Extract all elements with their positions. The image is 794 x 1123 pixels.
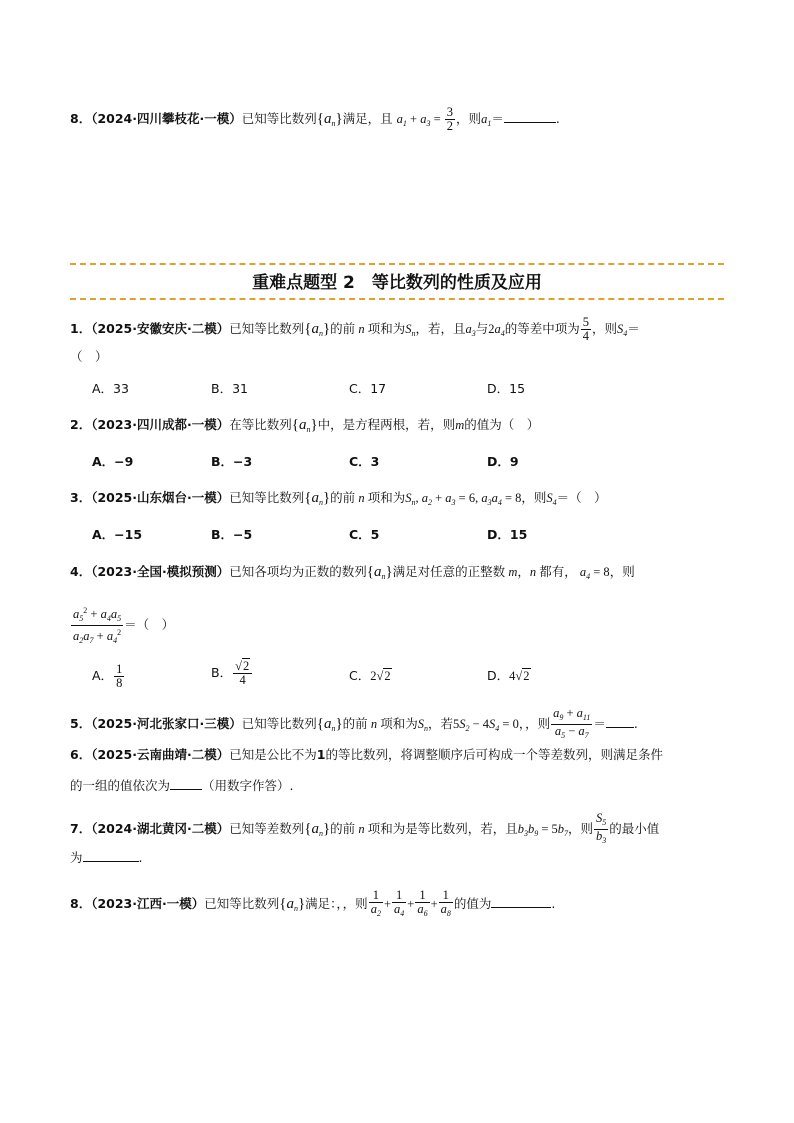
question-text: ，则 [456, 111, 482, 126]
question-5: 5．（2025·河北张家口·三模）已知等比数列$\{a_n\}$的前 n 项和为$S_n$，若$5S_2 - 4S_4 = 0$，，则 $\frac{a_9 + a_{11}}{a_5 - a_7}$ ＝ . [70, 706, 638, 740]
question-text: 已知等比数列 [229, 321, 305, 336]
equals-sign: ＝ [491, 111, 504, 126]
section-divider-bottom [70, 298, 724, 300]
option-b[interactable]: B．31 [211, 381, 248, 396]
question-text: ＝（ ） [124, 617, 175, 632]
question-text: 已知等差数列 [229, 821, 305, 836]
question-text: （用数字作答）. [202, 778, 294, 793]
question-3: 3．（2025·山东烟台·一模）已知等比数列$\{a_n\}$的前 n 项和为$S_n$, $a_2 + a_3 = 6$, $a_3a_4 = 8$，则$S_4=$（ ） [70, 490, 607, 507]
question-text: ，若 [427, 716, 453, 731]
question-text: 在等比数列 [229, 417, 292, 432]
question-source: （2025·山东烟台·一模） [91, 490, 230, 505]
question-7: 7．（2024·湖北黄冈·二模）已知等差数列$\{a_n\}$的前 n 项和为是等比数列，若，且$b_3b_9 = 5b_7$，则 $\frac{S_5}{b_3}$ 的最小值 [70, 811, 660, 845]
question-number: 5． [70, 716, 92, 731]
question-text: 已知等比数列 [241, 716, 317, 731]
answer-blank[interactable] [491, 895, 551, 908]
question-text: 都有， [539, 564, 577, 579]
fraction: $\frac{1}{a_4}$ [394, 888, 405, 918]
option-a[interactable]: A．−9 [92, 454, 134, 469]
question-text: ，则 [609, 564, 635, 579]
fraction: $\frac{S_5}{b_3}$ [596, 811, 607, 845]
section-title: 重难点题型 2 等比数列的性质及应用 [252, 273, 542, 293]
answer-blank[interactable] [504, 110, 556, 123]
question-number: 8． [70, 896, 92, 911]
question-8-top: 8．（2024·四川攀枝花·一模）已知等比数列$\{a_n\}$满足，且 $a_1 + a_3$ = $\frac{3}{2}$ ，则$a_1=$ . [70, 105, 560, 133]
question-6 [70, 746, 663, 764]
question-number: 8． [70, 111, 92, 126]
option-b[interactable]: B．−5 [211, 527, 253, 542]
question-text: 已知等比数列 [229, 490, 305, 505]
fraction: $\frac{a_5^2 + a_4a_5}{a_2a_7 + a_4^2}$ [73, 606, 122, 645]
math-expr: a [481, 112, 488, 126]
question-text: 的等差中项为 [504, 321, 580, 336]
option-d[interactable]: D．15 [487, 381, 526, 396]
option-c[interactable]: C．5 [349, 527, 380, 542]
option-d[interactable]: D．9 [487, 454, 519, 469]
question-text: 为 [70, 850, 83, 865]
fraction: $\frac{a_9 + a_{11}}{a_5 - a_7}$ [553, 706, 591, 740]
option-c[interactable]: C．17 [349, 381, 387, 396]
question-text: 与 [475, 321, 489, 336]
question-text: 已知是公比不为 [229, 747, 317, 762]
fraction: $\frac{1}{a_2}$ [370, 888, 381, 918]
question-text: 的前 [330, 490, 356, 505]
question-text: 已知各项均为正数的数列 [229, 564, 367, 579]
question-text: 的前 [330, 321, 356, 336]
question-number: 2． [70, 417, 92, 432]
question-8: 8．（2023·江西·一模）已知等比数列$\{a_n\}$满足：，，则 $\frac{1}{a_2}$ + $\frac{1}{a_4}$ + $\frac{1}{a_6}$ + $\frac{1}{a_8}$ 的值为 . [70, 888, 556, 918]
question-source: （2025·云南曲靖·二模） [91, 747, 230, 762]
option-label: C． [349, 668, 371, 683]
question-text: 的前 [330, 821, 356, 836]
question-source: （2024·四川攀枝花·一模） [91, 111, 242, 126]
question-text: ＝（ ） [556, 490, 607, 505]
section-divider-top [70, 263, 724, 265]
question-text: 的一组的值依次为 [70, 778, 171, 793]
question-source: （2025·河北张家口·三模） [91, 716, 242, 731]
question-text: 的值为（ ） [464, 417, 540, 432]
question-text: ，则 [592, 321, 618, 336]
option-b[interactable]: B．−3 [211, 454, 253, 469]
question-number: 3． [70, 490, 92, 505]
option-a[interactable]: A． $\frac{1}{8}$ [92, 662, 123, 690]
fraction: $\frac{3}{2}$ [446, 105, 454, 133]
question-text: 项和为 [367, 321, 406, 336]
question-text: 满足对任意的正整数 [392, 564, 506, 579]
question-text: 项和为是等比数列，若，且 [367, 821, 518, 836]
question-text: 项和为 [380, 716, 418, 731]
fraction: $\frac{1}{a_6}$ [417, 888, 428, 918]
question-text: 项和为 [367, 490, 406, 505]
option-b[interactable]: B． $\frac{√2}{4}$ [211, 658, 253, 688]
question-number: 7． [70, 821, 92, 836]
option-a[interactable]: A．−15 [92, 527, 143, 542]
equals-sign: ＝ [627, 321, 640, 336]
option-c[interactable]: C．2√2 [349, 668, 391, 683]
question-source: （2024·湖北黄冈·二模） [91, 821, 230, 836]
answer-blank[interactable] [606, 715, 634, 728]
equals-sign: ＝ [593, 716, 606, 731]
question-text: 的值为 [453, 896, 492, 911]
fraction: $\frac{1}{a_8}$ [440, 888, 451, 918]
question-source: （2023·全国·模拟预测） [91, 564, 230, 579]
option-c[interactable]: C．3 [349, 454, 380, 469]
question-source: （2025·安徽安庆·二模） [91, 321, 230, 336]
question-source: （2023·四川成都·一模） [91, 417, 230, 432]
question-source: （2023·江西·一模） [91, 896, 205, 911]
question-text: 已知等比数列 [204, 896, 280, 911]
question-1-paren: （ ） [70, 349, 108, 364]
question-text: ，，则 [518, 716, 551, 731]
answer-blank[interactable] [83, 849, 139, 862]
fraction: $\frac{5}{4}$ [582, 315, 589, 343]
question-text: 的前 [342, 716, 368, 731]
answer-blank[interactable] [170, 777, 202, 790]
question-6-line2 [70, 777, 294, 795]
option-label: B． [211, 665, 233, 680]
question-text: 的最小值 [609, 821, 660, 836]
question-text: ，则 [521, 490, 547, 505]
option-d[interactable]: D．4√2 [487, 668, 530, 683]
question-number: 4． [70, 564, 92, 579]
question-text: 已知等比数列 [241, 111, 317, 126]
question-4-expression [70, 604, 174, 647]
question-text: 满足，且 [342, 111, 393, 126]
question-number: 6． [70, 747, 92, 762]
question-text: 的等比数列，将调整顺序后可构成一个等差数列，则满足条件 [325, 747, 663, 762]
question-text: 满足：，，则 [305, 896, 368, 911]
option-label: D． [487, 668, 510, 683]
question-1: 1．（2025·安徽安庆·二模）已知等比数列$\{a_n\}$的前 n 项和为$S_n$，若，且$a_3$与$2a_4$的等差中项为 $\frac{5}{4}$ ，则$S_4=$ [70, 315, 640, 343]
question-2: 2．（2023·四川成都·一模）在等比数列$\{a_n\}$中，是方程两根，若，则m的值为（ ） [70, 417, 540, 434]
question-7-line2: 为 . [70, 850, 143, 865]
option-d[interactable]: D．15 [487, 527, 528, 542]
math-expr: a [396, 112, 403, 126]
option-a[interactable]: A．33 [92, 381, 129, 396]
question-text: ，若，且 [415, 321, 466, 336]
question-text: 1 [316, 747, 326, 762]
question-text: 中，是方程两根，若，则 [317, 417, 456, 432]
question-number: 1． [70, 321, 92, 336]
question-text: ，则 [568, 821, 594, 836]
math-seq: $\{a_n\}$ [316, 111, 343, 128]
question-4: 4．（2023·全国·模拟预测）已知各项均为正数的数列$\{a_n\}$满足对任意的正整数 m，n 都有， $a_4 = 8$，则 [70, 564, 635, 581]
option-label: A． [92, 668, 114, 683]
